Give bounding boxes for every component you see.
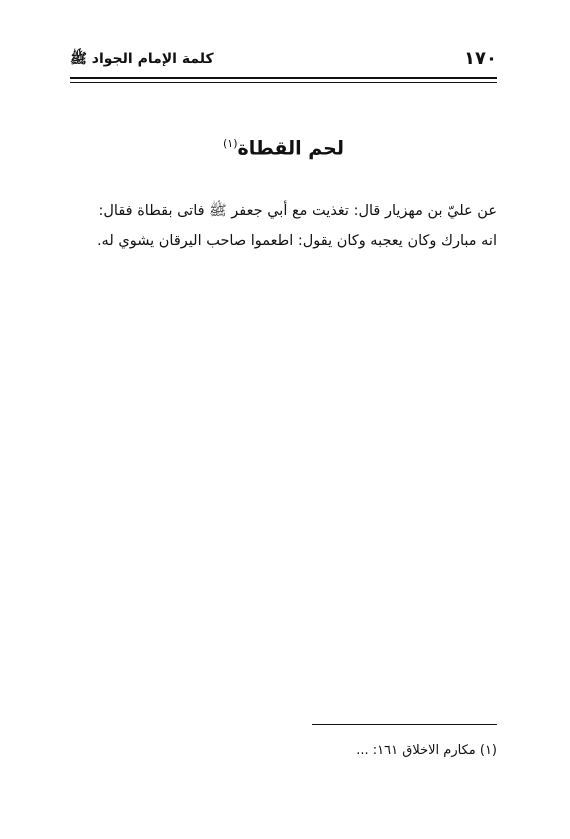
- body-line-1: عن عليّ بن مهزيار قال: تغذيت مع أبي جعفر ﷺ فاتى بقطاة فقال:: [98, 203, 497, 219]
- section-title-text: لحم القطاة: [237, 137, 345, 160]
- page-number: ١٧٠: [464, 48, 497, 69]
- footnote-reference: (١): [222, 137, 238, 150]
- header-rule-thin: [70, 82, 497, 83]
- section-title: [70, 137, 497, 159]
- running-title: كلمة الإمام الجواد ﷺ: [70, 51, 214, 67]
- body-line-2: انه مبارك وكان يعجبه وكان يقول: اطعموا صاحب اليرقان يشوي له.: [96, 233, 497, 249]
- footnote: (١) مكارم الاخلاق ١٦١: ...: [356, 743, 497, 758]
- page-header: [70, 46, 497, 72]
- header-rule-thick: [70, 77, 497, 79]
- body-paragraph: [70, 196, 497, 256]
- footnote-separator: [312, 724, 497, 725]
